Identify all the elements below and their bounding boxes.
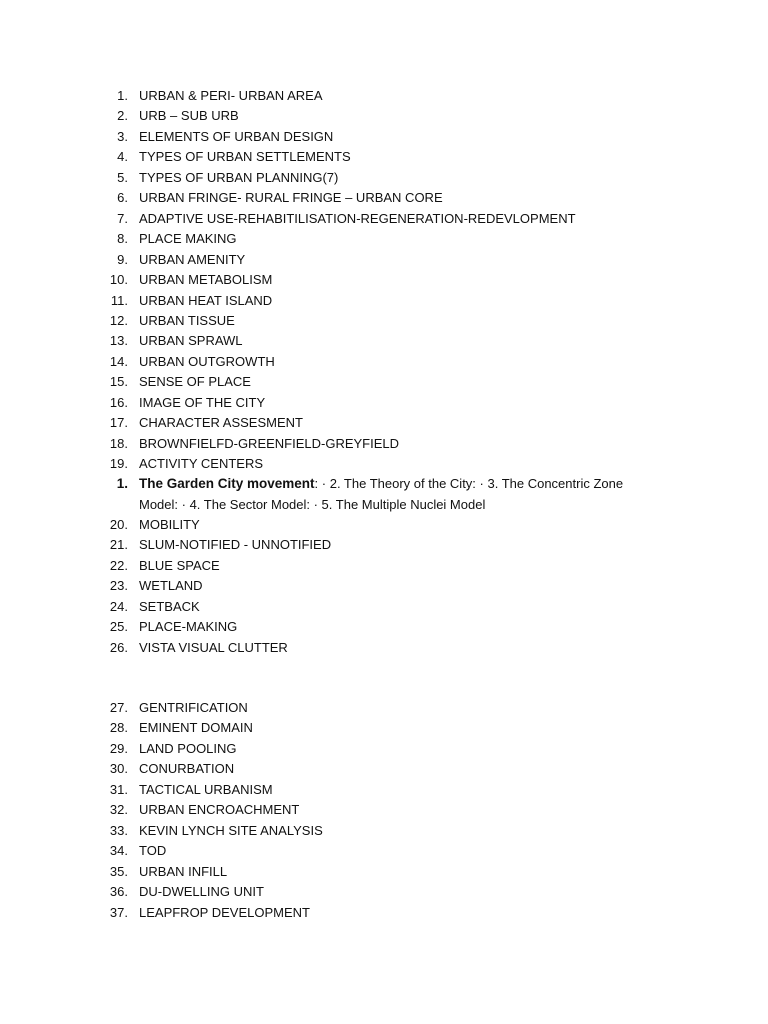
list-item-number: 24.	[109, 598, 128, 614]
list-item-number: 32.	[109, 802, 128, 818]
list-item-text: IMAGE OF THE CITY	[139, 394, 266, 410]
list-item-text: CONURBATION	[139, 761, 235, 777]
list-item-number: 7.	[117, 210, 128, 226]
list-item-text: ELEMENTS OF URBAN DESIGN	[139, 128, 334, 144]
list-item-text: PLACE-MAKING	[139, 619, 238, 635]
list-item-text: DU-DWELLING UNIT	[139, 884, 264, 900]
list-item-number: 31.	[109, 781, 128, 797]
list-item-number: 10.	[109, 272, 128, 288]
list-item-number: 33.	[109, 822, 128, 838]
list-item-number: 18.	[109, 435, 128, 451]
list-item-number: 1.	[117, 88, 128, 103]
list-item-paragraph	[139, 474, 659, 515]
list-item-text: SETBACK	[139, 598, 200, 614]
list-item-number: 11.	[110, 292, 128, 308]
list-item-text: URB – SUB URB	[139, 108, 239, 124]
list-item-text: BLUE SPACE	[139, 557, 220, 573]
list-item-number: 12.	[109, 312, 128, 328]
list-item-number: 23.	[109, 578, 128, 594]
list-item-text: CHARACTER ASSESMENT	[139, 415, 303, 431]
list-item-number: 14.	[109, 353, 128, 369]
list-item-number: 28.	[109, 720, 128, 736]
list-item-number: 5.	[117, 169, 128, 185]
list-item-number: 27.	[109, 700, 128, 715]
list-item-number: 9.	[117, 251, 128, 267]
list-item-text: URBAN INFILL	[139, 863, 228, 879]
list-item-number: 3.	[117, 128, 128, 144]
list-item-number: 26.	[109, 639, 128, 655]
list-item-text: TOD	[139, 843, 167, 859]
list-item-text: VISTA VISUAL CLUTTER	[139, 639, 288, 655]
list-item-number: 22.	[109, 557, 128, 573]
list-item-text: URBAN SPRAWL	[139, 333, 243, 349]
list-item-number: 17.	[109, 415, 128, 431]
list-item-number: 20.	[109, 517, 128, 532]
list-item-number: 6.	[117, 190, 128, 206]
list-item-text: WETLAND	[139, 578, 203, 594]
list-item-text: KEVIN LYNCH SITE ANALYSIS	[139, 822, 323, 838]
list-item-number: 4.	[117, 149, 128, 165]
list-item-text: URBAN TISSUE	[139, 312, 235, 328]
list-item-number: 15.	[109, 374, 128, 390]
list-item-text: SLUM-NOTIFIED - UNNOTIFIED	[139, 537, 332, 553]
list-item-number: 13.	[109, 333, 128, 349]
list-item-text: URBAN METABOLISM	[139, 272, 273, 288]
list-item-number: 19.	[109, 456, 128, 472]
list-item-text: MOBILITY	[139, 517, 200, 532]
list-item-number: 25.	[109, 619, 128, 635]
list-item-number: 8.	[117, 231, 128, 247]
list-item-number: 37.	[109, 904, 128, 920]
list-item-text: ACTIVITY CENTERS	[139, 456, 264, 472]
list-item-text: LAND POOLING	[139, 740, 237, 756]
list-item-text: URBAN & PERI- URBAN AREA	[139, 88, 323, 103]
list-item-text: URBAN AMENITY	[139, 251, 246, 267]
paragraph-rest: : · 2. The Theory of the City: · 3. The Concentric Zone Model: · 4. The Sector Model: · 5. The Multiple Nuclei Model	[139, 476, 624, 512]
list-item-number: 36.	[109, 884, 128, 900]
bold-heading: The Garden City movement	[139, 476, 315, 491]
list-item-text: LEAPFROP DEVELOPMENT	[139, 904, 310, 920]
list-item-number: 30.	[109, 761, 128, 777]
list-item-number: 21.	[109, 537, 128, 553]
list-item-text: ADAPTIVE USE-REHABITILISATION-REGENERATION-REDEVLOPMENT	[139, 210, 576, 226]
list-item-text: SENSE OF PLACE	[139, 374, 251, 390]
list-item-text: TYPES OF URBAN SETTLEMENTS	[139, 149, 351, 165]
list-item-text: PLACE MAKING	[139, 231, 237, 247]
list-item-number: 29.	[109, 740, 128, 756]
list-item-number: 16.	[109, 394, 128, 410]
list-item-text: URBAN HEAT ISLAND	[139, 292, 273, 308]
list-item-text: BROWNFIELFD-GREENFIELD-GREYFIELD	[139, 435, 400, 451]
list-item-text: GENTRIFICATION	[139, 700, 248, 715]
list-item-number: 1.	[116, 476, 128, 491]
list-item-number: 35.	[109, 863, 128, 879]
list-item-text: TYPES OF URBAN PLANNING(7)	[139, 169, 339, 185]
list-item-text: URBAN FRINGE- RURAL FRINGE – URBAN CORE	[139, 190, 443, 206]
list-item-text: URBAN OUTGROWTH	[139, 353, 275, 369]
list-item-text: EMINENT DOMAIN	[139, 720, 253, 736]
list-item-number: 34.	[109, 843, 128, 859]
list-item-text: TACTICAL URBANISM	[139, 781, 273, 797]
list-item-number: 2.	[117, 108, 128, 124]
list-item-text: URBAN ENCROACHMENT	[139, 802, 300, 818]
